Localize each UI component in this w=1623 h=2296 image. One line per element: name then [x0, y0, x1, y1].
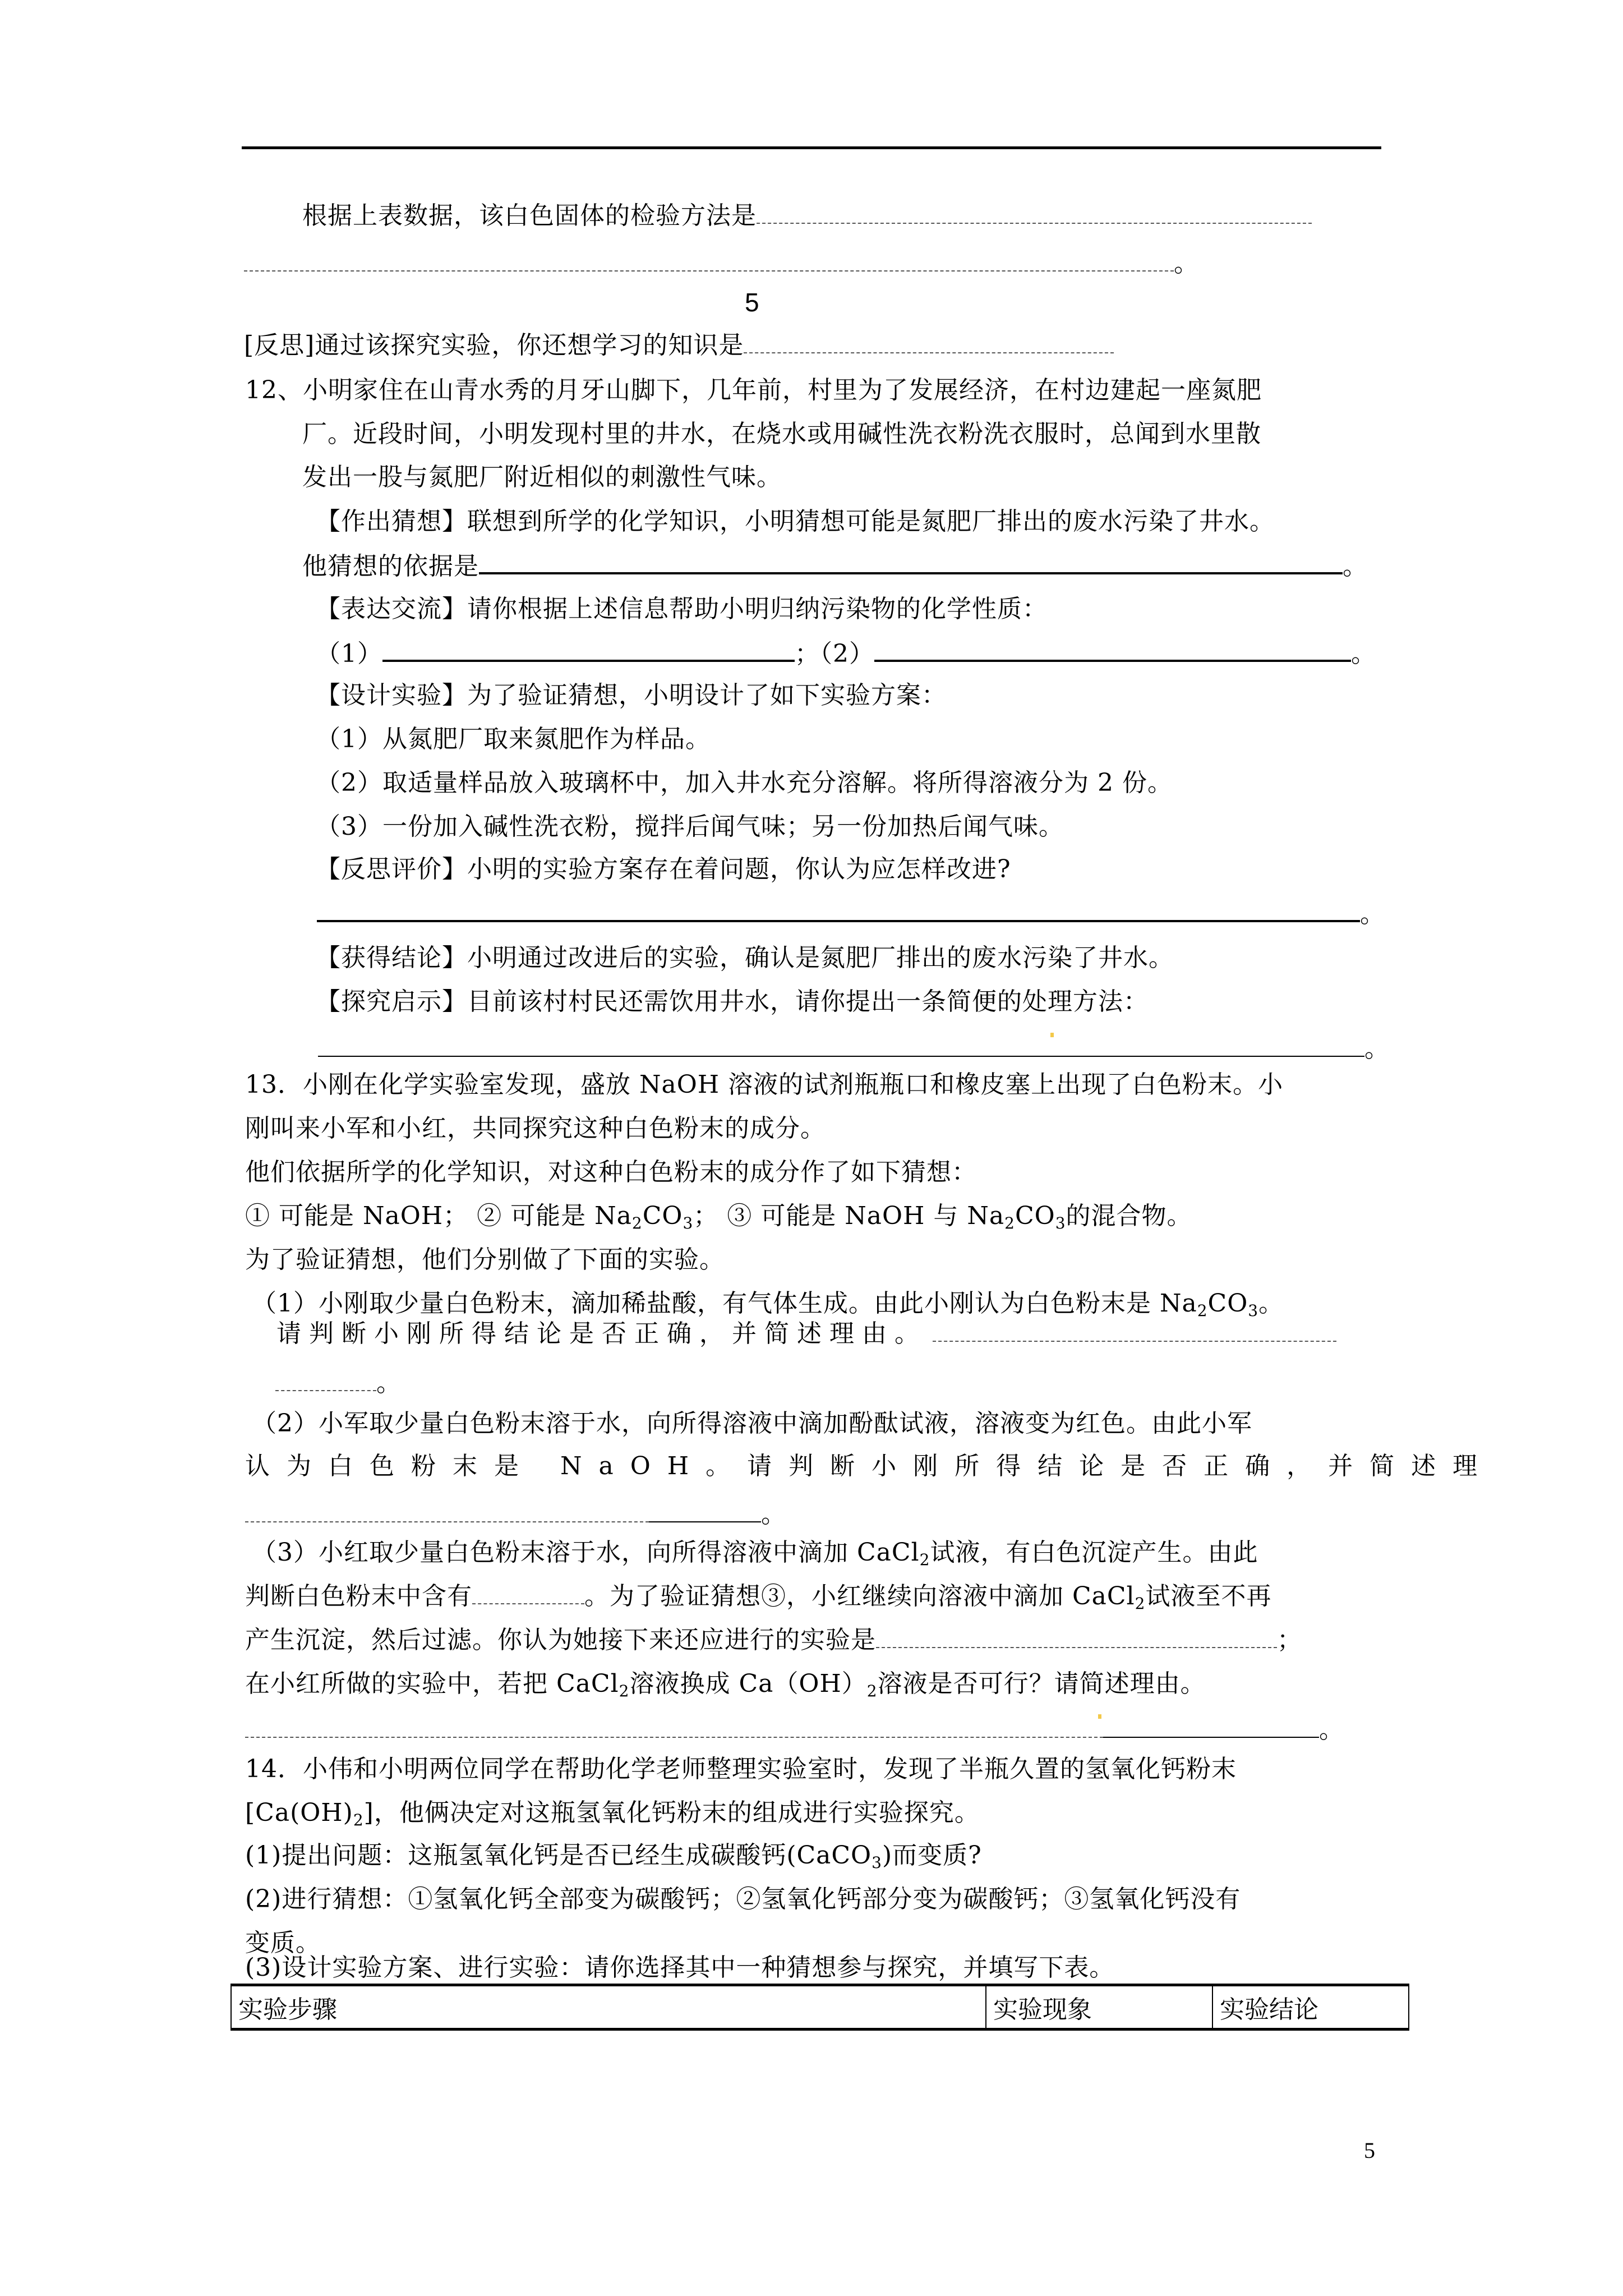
- q12-step2: （2）取适量样品放入玻璃杯中，加入井水充分溶解。将所得溶液分为 2 份。: [316, 769, 1173, 797]
- q14-line1: 14．小伟和小明两位同学在帮助化学老师整理实验室时，发现了半瓶久置的氢氧化钙粉末: [245, 1755, 1237, 1783]
- q14-question2: (2)进行猜想：①氢氧化钙全部变为碳酸钙；②氢氧化钙部分变为碳酸钙；③氢氧化钙没有: [245, 1885, 1241, 1913]
- reflection-line: [244, 330, 1114, 361]
- answer-blank-method[interactable]: [757, 200, 1312, 224]
- method-prompt-continuation: [244, 248, 1199, 279]
- q12-design: 【设计实验】为了验证猜想，小明设计了如下实验方案：: [316, 681, 947, 710]
- answer-blank-part1[interactable]: [933, 1318, 1336, 1342]
- q12-insight: 【探究启示】目前该村村民还需饮用井水，请你提出一条简便的处理方法：: [316, 987, 1149, 1016]
- answer-blank-part2-b[interactable]: [649, 1499, 761, 1522]
- q13-part1-question: [276, 1318, 1336, 1350]
- q12-guess: 【作出猜想】联想到所学的化学知识，小明猜想可能是氮肥厂排出的废水污染了井水。: [316, 507, 1275, 536]
- q12-number: 12、: [245, 376, 303, 404]
- period: 。: [1364, 1034, 1390, 1063]
- q12-evaluate-answer-line: [317, 898, 1385, 930]
- answer-blank-prop1[interactable]: [382, 637, 795, 662]
- q12-line2: 厂。近段时间，小明发现村里的井水，在烧水或用碱性洗衣粉洗衣服时，总闻到水里散: [302, 420, 1261, 448]
- q12-insight-answer-line: [318, 1033, 1390, 1065]
- table-header-row: [231, 1985, 1409, 2030]
- answer-blank-basis[interactable]: [479, 550, 1343, 574]
- q12-evaluate: 【反思评价】小明的实验方案存在着问题，你认为应怎样改进?: [316, 855, 1011, 884]
- header-phenomena: 实验现象: [986, 1985, 1212, 2030]
- q14-line2: $[Ca(OH)_2]$，他俩决定对这瓶氢氧化钙粉末的组成进行实验探究。: [245, 1798, 980, 1829]
- prop2-label: ；（2）: [795, 639, 874, 668]
- q14-question3: (3)设计实验方案、进行实验：请你选择其中一种猜想参与探究，并填写下表。: [245, 1953, 1115, 1982]
- q13-part1-answer-end: [275, 1368, 402, 1399]
- q13-part3-answer: [245, 1714, 1344, 1746]
- guess-1: ① 可能是 NaOH；: [245, 1202, 469, 1230]
- guess-3: ③ 可能是 NaOH 与 $Na_2CO_3$的混合物。: [727, 1202, 1192, 1232]
- q14-question1: (1)提出问题：这瓶氢氧化钙是否已经生成碳酸钙(CaCO$_3$)而变质?: [245, 1841, 982, 1872]
- artifact-dot: [1050, 1033, 1054, 1037]
- q13-part3-line4: 在小红所做的实验中，若把 CaCl$_2$溶液换成 $Ca(OH)_2$溶液是否可行？请简述理由。: [245, 1669, 1206, 1700]
- q12-step1: （1）从氮肥厂取来氮肥作为样品。: [316, 725, 711, 753]
- answer-blank-reflection[interactable]: [744, 330, 1114, 353]
- reflection-prompt: [反思]通过该探究实验，你还想学习的知识是: [244, 331, 744, 360]
- q14-question2-cont: 变质。: [245, 1929, 321, 1957]
- period: 。: [1319, 1715, 1344, 1744]
- prop1-label: （1）: [316, 639, 382, 668]
- q12-text1: 小明家住在山青水秀的月牙山脚下，几年前，村里为了发展经济，在村边建起一座氮肥: [303, 376, 1262, 404]
- q13-part3-line1: （3）小红取少量白色粉末溶于水，向所得溶液中滴加 CaCl$_2$试液，有白色沉淀产生。由此: [252, 1538, 1258, 1569]
- q13-part3-line3: 产生沉淀，然后过滤。你认为她接下来还应进行的实验是 ；: [245, 1626, 1302, 1654]
- q12-step3: （3）一份加入碱性洗衣粉，搅拌后闻气味；另一份加热后闻气味。: [316, 812, 1064, 841]
- header-rule: [242, 146, 1381, 149]
- answer-blank-ca-oh[interactable]: [245, 1714, 1103, 1738]
- answer-blank-contains[interactable]: [472, 1581, 584, 1604]
- header-conclusion: 实验结论: [1212, 1985, 1409, 2030]
- page-number: 5: [1364, 2138, 1375, 2163]
- answer-blank-ca-oh-b[interactable]: [1103, 1714, 1319, 1738]
- q13-line1: 13．小刚在化学实验室发现，盛放 NaOH 溶液的试剂瓶瓶口和橡皮塞上出现了白色粉末。小: [245, 1070, 1284, 1099]
- answer-blank-prop2[interactable]: [874, 637, 1351, 662]
- answer-blank-next-experiment[interactable]: [876, 1625, 1277, 1648]
- q13-part2-line1: （2）小军取少量白色粉末溶于水，向所得溶液中滴加酚酞试液，溶液变为红色。由此小军: [252, 1409, 1252, 1438]
- period: 。: [376, 1369, 402, 1397]
- q13-line3: 他们依据所学的化学知识，对这种白色粉末的成分作了如下猜想：: [245, 1158, 977, 1186]
- q13-guesses: [245, 1200, 1192, 1232]
- experiment-table: [230, 1984, 1409, 2031]
- q12-basis-line: [302, 550, 1368, 582]
- q13-part1: （1）小刚取少量白色粉末，滴加稀盐酸，有气体生成。由此小刚认为白色粉末是 $Na_2CO_3$。: [252, 1289, 1284, 1320]
- answer-blank-part1-2[interactable]: [275, 1368, 376, 1391]
- part1-question-text: 请判断小刚所得结论是否正确，并简述理由。: [276, 1319, 927, 1348]
- method-prompt: 根据上表数据，该白色固体的检验方法是: [302, 201, 757, 230]
- answer-blank-insight[interactable]: [318, 1033, 1364, 1057]
- answer-blank-method-2[interactable]: [244, 248, 1174, 272]
- header-steps: 实验步骤: [231, 1985, 986, 2030]
- q12-line1: [245, 375, 1262, 406]
- q12-basis-label: 他猜想的依据是: [302, 552, 479, 581]
- q13-part2-answer: [245, 1499, 786, 1530]
- answer-blank-evaluate[interactable]: [317, 898, 1360, 922]
- center-marker: 5: [745, 288, 759, 317]
- guess-2: ② 可能是 $Na_2CO_3$；: [477, 1202, 719, 1232]
- q13-line2: 刚叫来小军和小红，共同探究这种白色粉末的成分。: [245, 1114, 826, 1143]
- period: 。: [1360, 900, 1385, 928]
- period: 。: [761, 1500, 786, 1529]
- period: 。: [1343, 552, 1368, 581]
- method-prompt-line: [302, 200, 1312, 232]
- q13-part3-line2: 判断白色粉末中含有 。为了验证猜想③，小红继续向溶液中滴加 CaCl$_2$试液至不再: [245, 1582, 1272, 1613]
- q12-line3: 发出一股与氮肥厂附近相似的刺激性气味。: [302, 463, 782, 491]
- answer-blank-part2[interactable]: [245, 1499, 649, 1522]
- q13-verify: 为了验证猜想，他们分别做了下面的实验。: [245, 1245, 725, 1274]
- period: 。: [1174, 249, 1199, 278]
- q12-properties-line: [316, 637, 1376, 670]
- q12-express: 【表达交流】请你根据上述信息帮助小明归纳污染物的化学性质：: [316, 595, 1048, 623]
- q12-conclusion: 【获得结论】小明通过改进后的实验，确认是氮肥厂排出的废水污染了井水。: [316, 944, 1174, 972]
- artifact-dot: [1098, 1714, 1101, 1719]
- q13-part2-line2: 认为白色粉末是 NaOH。请判断小刚所得结论是否正确，并简述理: [245, 1452, 1495, 1480]
- period: 。: [1351, 639, 1376, 668]
